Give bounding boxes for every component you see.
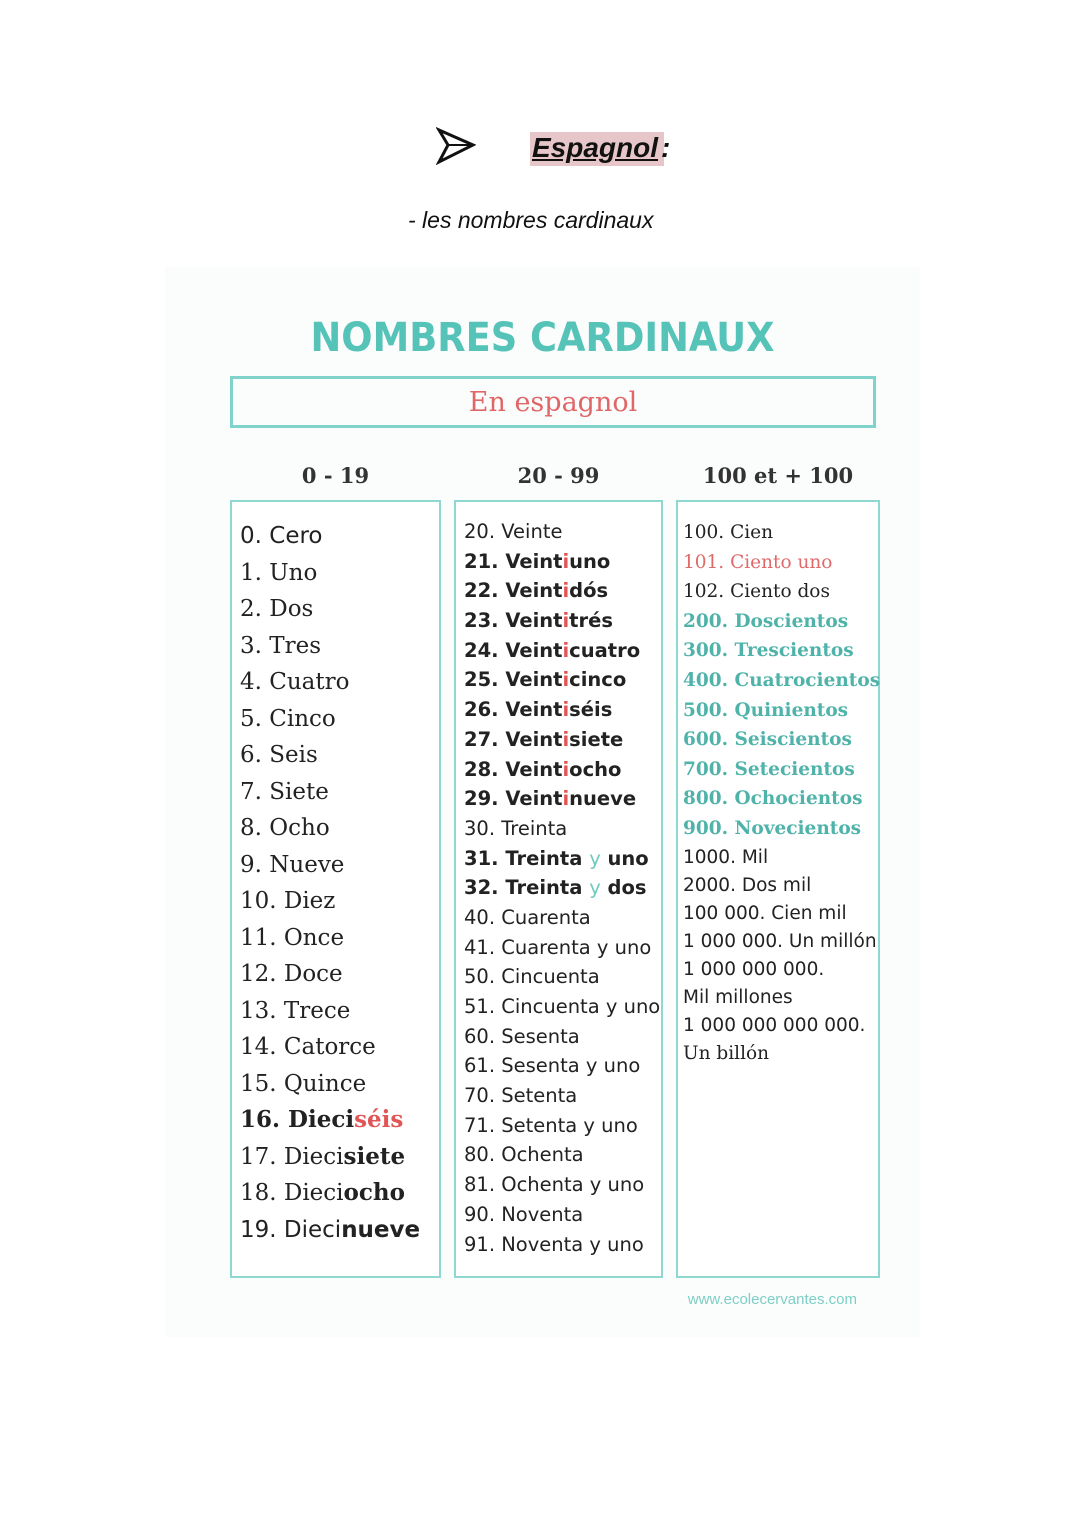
list-item: 71. Setenta y uno: [464, 1113, 638, 1137]
list-item: 800. Ochocientos: [683, 788, 863, 810]
list-item: 200. Doscientos: [683, 610, 849, 632]
list-item: 2000. Dos mil: [683, 874, 812, 896]
list-item: 1 000 000 000 000.: [683, 1014, 866, 1036]
list-item: 90. Noventa: [464, 1202, 584, 1226]
list-item: 5. Cinco: [240, 705, 336, 732]
list-item: 22. Veintidós: [464, 579, 609, 603]
list-item: 29. Veintinueve: [464, 787, 637, 811]
list-item: 70. Setenta: [464, 1084, 578, 1108]
list-item: 900. Novecientos: [683, 817, 862, 839]
list-item: 4. Cuatro: [240, 669, 350, 695]
source-url: www.ecolecervantes.com: [687, 1291, 857, 1308]
list-item: 21. Veintiuno: [464, 549, 611, 573]
list-item: 6. Seis: [240, 742, 318, 768]
list-item: 700. Setecientos: [683, 758, 855, 780]
list-item: 13. Trece: [240, 997, 351, 1024]
arrow-right-icon: [436, 126, 476, 166]
column-header-100-plus: 100 et + 100: [702, 463, 854, 488]
list-item: 81. Ochenta y uno: [464, 1173, 645, 1197]
list-item: 100 000. Cien mil: [683, 902, 847, 924]
subtitle: - les nombres cardinaux: [408, 207, 654, 233]
heading: [0, 120, 1080, 180]
list-item: 15. Quince: [240, 1070, 367, 1097]
list-item: 14. Catorce: [240, 1034, 376, 1060]
list-item: 11. Once: [240, 924, 345, 951]
banner-text: En espagnol: [468, 387, 638, 418]
list-item: 27. Veintisiete: [464, 727, 624, 751]
list-item: 61. Sesenta y uno: [464, 1054, 641, 1078]
list-item: 1000. Mil: [683, 846, 769, 868]
list-item: 20. Veinte: [464, 520, 563, 543]
list-20-99: [464, 517, 660, 1259]
cardinal-numbers-card: [165, 267, 920, 1337]
list-item: 102. Ciento dos: [683, 581, 830, 603]
list-item: 41. Cuarenta y uno: [464, 935, 652, 959]
column-header-0-19: 0 - 19: [301, 463, 370, 488]
column-header-20-99: 20 - 99: [517, 463, 600, 488]
list-item: 1 000 000. Un millón: [683, 930, 877, 952]
column-box-100-plus: [676, 500, 880, 1278]
list-item: 101. Ciento uno: [683, 551, 833, 573]
list-item: 16. Dieciséis: [240, 1106, 404, 1133]
list-item: 50. Cincuenta: [464, 965, 600, 989]
list-item: 600. Seiscientos: [683, 729, 852, 751]
heading-title: Espagnol: [530, 132, 664, 166]
list-item: 28. Veintiocho: [464, 757, 622, 781]
list-item: 8. Ocho: [240, 815, 330, 841]
list-item: 40. Cuarenta: [464, 905, 591, 929]
list-item: 300. Trescientos: [683, 640, 854, 662]
heading-colon: :: [661, 132, 671, 163]
list-0-19: [240, 518, 420, 1248]
list-item: 500. Quinientos: [683, 699, 849, 721]
list-item: 18. Dieciocho: [240, 1179, 405, 1206]
list-item: 9. Nueve: [240, 851, 345, 878]
list-item: 100. Cien: [683, 522, 774, 543]
list-item: 3. Tres: [240, 632, 322, 659]
list-item: 1 000 000 000.: [683, 958, 825, 980]
list-item: 17. Diecisiete: [240, 1142, 406, 1170]
list-item: 7. Siete: [240, 778, 329, 805]
column-box-20-99: [454, 500, 663, 1278]
list-item: 23. Veintitrés: [464, 609, 613, 633]
list-item: 30. Treinta: [464, 816, 568, 840]
banner: [230, 376, 876, 428]
column-box-0-19: [230, 500, 441, 1278]
list-item: 91. Noventa y uno: [464, 1232, 644, 1256]
list-item: 51. Cincuenta y uno: [464, 995, 661, 1018]
list-item: 25. Veinticinco: [464, 668, 627, 692]
list-item: 19. Diecinueve: [240, 1216, 421, 1243]
list-item: 32. Treinta y dos: [464, 876, 647, 900]
list-item: 2. Dos: [240, 596, 314, 622]
list-item: 1. Uno: [240, 559, 318, 586]
card-title: NOMBRES CARDINAUX: [310, 315, 775, 361]
list-item: Mil millones: [683, 986, 793, 1008]
list-item: 80. Ochenta: [464, 1143, 584, 1167]
list-item: Un billón: [683, 1042, 770, 1064]
list-item: 0. Cero: [240, 523, 323, 549]
list-100-plus: [683, 518, 880, 1068]
list-item: 24. Veinticuatro: [464, 638, 641, 662]
list-item: 400. Cuatrocientos: [683, 669, 881, 691]
list-item: 12. Doce: [240, 961, 343, 987]
list-item: 31. Treinta y uno: [464, 846, 649, 870]
list-item: 10. Diez: [240, 888, 336, 914]
list-item: 60. Sesenta: [464, 1024, 580, 1048]
list-item: 26. Veintiséis: [464, 698, 613, 722]
